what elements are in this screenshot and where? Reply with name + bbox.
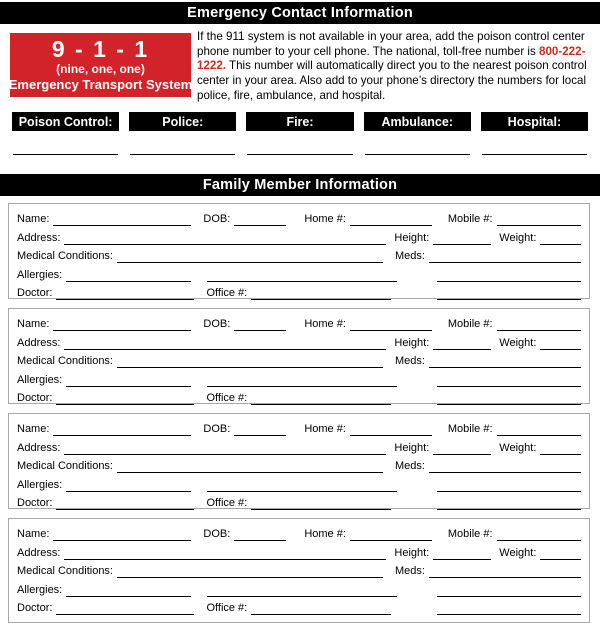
dob-label: DOB: xyxy=(203,318,231,331)
name-field-line[interactable] xyxy=(53,330,191,331)
weight-label: Weight: xyxy=(499,231,537,244)
medical-conditions-label: Medical Conditions: xyxy=(17,565,113,578)
911-number: 9 - 1 - 1 xyxy=(51,36,150,62)
mobile-phone-label: Mobile #: xyxy=(447,528,493,541)
medical-conditions-row xyxy=(17,455,581,473)
contact-label-fire: Fire: xyxy=(246,112,353,131)
allergies-field-line[interactable] xyxy=(66,386,191,387)
meds-continuation-line[interactable] xyxy=(437,491,581,492)
medical-conditions-row xyxy=(17,350,581,368)
name-row xyxy=(17,313,581,331)
medical-conditions-field-line[interactable] xyxy=(117,367,383,368)
address-field-line[interactable] xyxy=(64,349,386,350)
medical-conditions-field-line[interactable] xyxy=(117,577,383,578)
name-field-line[interactable] xyxy=(53,540,191,541)
medical-conditions-field-line[interactable] xyxy=(117,262,383,263)
doctor-field-line[interactable] xyxy=(56,404,194,405)
weight-label: Weight: xyxy=(499,546,537,559)
allergies-row xyxy=(17,578,581,596)
address-row xyxy=(17,436,581,454)
meds-label: Meds: xyxy=(395,565,425,578)
weight-field-line[interactable] xyxy=(540,349,581,350)
medical-conditions-row xyxy=(17,560,581,578)
name-field-line[interactable] xyxy=(53,435,191,436)
medical-conditions-label: Medical Conditions: xyxy=(17,460,113,473)
allergies-field-line[interactable] xyxy=(66,281,191,282)
office-phone-label: Office #: xyxy=(206,286,248,299)
address-row xyxy=(17,226,581,244)
allergies-label: Allergies: xyxy=(17,583,63,596)
home-phone-field-line[interactable] xyxy=(350,330,432,331)
address-row xyxy=(17,541,581,559)
home-phone-field-line[interactable] xyxy=(350,225,432,226)
meds-field-line[interactable] xyxy=(429,262,581,263)
allergies-continuation-line[interactable] xyxy=(207,281,397,282)
doctor-row xyxy=(17,282,581,300)
address-label: Address: xyxy=(17,546,61,559)
dob-field-line[interactable] xyxy=(234,225,286,226)
family-member-block xyxy=(8,413,590,509)
mobile-phone-field-line[interactable] xyxy=(497,330,581,331)
allergies-label: Allergies: xyxy=(17,268,63,281)
mobile-phone-field-line[interactable] xyxy=(497,225,581,226)
medical-conditions-row xyxy=(17,245,581,263)
name-label: Name: xyxy=(17,423,50,436)
doctor-label: Doctor: xyxy=(17,601,53,614)
meds-continuation-line[interactable] xyxy=(437,281,581,282)
height-field-line[interactable] xyxy=(433,244,491,245)
address-field-line[interactable] xyxy=(64,559,386,560)
family-section-title: Family Member Information xyxy=(202,177,398,193)
poison-control-phone-number: 800-222-1222. xyxy=(197,44,586,73)
allergies-continuation-line[interactable] xyxy=(207,491,397,492)
doctor-field-line[interactable] xyxy=(56,299,194,300)
emergency-contact-header-bar xyxy=(0,2,600,24)
allergies-row xyxy=(17,263,581,281)
family-member-header-bar xyxy=(0,174,600,196)
address-label: Address: xyxy=(17,231,61,244)
mobile-phone-label: Mobile #: xyxy=(447,423,493,436)
address-field-line[interactable] xyxy=(64,454,386,455)
family-member-block xyxy=(8,203,590,299)
meds-field-line[interactable] xyxy=(429,577,581,578)
office-phone-field-line[interactable] xyxy=(251,404,391,405)
name-field-line[interactable] xyxy=(53,225,191,226)
doctor-label: Doctor: xyxy=(17,496,53,509)
mobile-phone-field-line[interactable] xyxy=(497,435,581,436)
ambulance-number-line[interactable] xyxy=(365,143,470,155)
home-phone-field-line[interactable] xyxy=(350,435,432,436)
doctor-label: Doctor: xyxy=(17,286,53,299)
name-row xyxy=(17,523,581,541)
allergies-field-line[interactable] xyxy=(66,596,191,597)
home-phone-label: Home #: xyxy=(304,423,346,436)
meds-continuation-line-2[interactable] xyxy=(437,404,581,405)
meds-continuation-line-2[interactable] xyxy=(437,299,581,300)
family-members xyxy=(8,203,590,623)
doctor-row xyxy=(17,597,581,615)
weight-label: Weight: xyxy=(499,336,537,349)
height-label: Height: xyxy=(394,336,430,349)
allergies-label: Allergies: xyxy=(17,373,63,386)
allergies-continuation-line[interactable] xyxy=(207,596,397,597)
911-callout-box xyxy=(10,33,191,97)
name-label: Name: xyxy=(17,318,50,331)
weight-label: Weight: xyxy=(499,441,537,454)
home-phone-label: Home #: xyxy=(304,528,346,541)
dob-field-line[interactable] xyxy=(234,435,286,436)
contact-label-hospital: Hospital: xyxy=(481,112,588,131)
poison-control-instructions xyxy=(197,30,595,104)
mobile-phone-field-line[interactable] xyxy=(497,540,581,541)
family-member-block xyxy=(8,308,590,404)
doctor-field-line[interactable] xyxy=(56,509,194,510)
intro-text-after: This number will automatically direct you to the nearest poison control center in your area. Also add to your phone’s directory the numbers for local police, fire, ambulance, and hospital. xyxy=(197,59,587,102)
doctor-row xyxy=(17,387,581,405)
office-phone-field-line[interactable] xyxy=(251,509,391,510)
page-title: Emergency Contact Information xyxy=(187,5,413,21)
office-phone-label: Office #: xyxy=(206,601,248,614)
mobile-phone-label: Mobile #: xyxy=(447,318,493,331)
allergies-continuation-line[interactable] xyxy=(207,386,397,387)
poison-control-number-line[interactable] xyxy=(13,143,118,155)
name-label: Name: xyxy=(17,528,50,541)
home-phone-field-line[interactable] xyxy=(350,540,432,541)
height-field-line[interactable] xyxy=(433,349,491,350)
dob-label: DOB: xyxy=(203,528,231,541)
emergency-numbers-write-in-row xyxy=(12,143,588,155)
meds-continuation-line[interactable] xyxy=(437,386,581,387)
meds-label: Meds: xyxy=(395,460,425,473)
fire-number-line[interactable] xyxy=(247,143,352,155)
home-phone-label: Home #: xyxy=(304,318,346,331)
medical-conditions-field-line[interactable] xyxy=(117,472,383,473)
contact-label-poison-control: Poison Control: xyxy=(12,112,119,131)
home-phone-label: Home #: xyxy=(304,213,346,226)
dob-field-line[interactable] xyxy=(234,330,286,331)
mobile-phone-label: Mobile #: xyxy=(447,213,493,226)
meds-continuation-line-2[interactable] xyxy=(437,509,581,510)
meds-continuation-line-2[interactable] xyxy=(437,614,581,615)
doctor-label: Doctor: xyxy=(17,391,53,404)
weight-field-line[interactable] xyxy=(540,454,581,455)
allergies-row xyxy=(17,473,581,491)
contact-label-police: Police: xyxy=(129,112,236,131)
contact-label-ambulance: Ambulance: xyxy=(364,112,471,131)
address-row xyxy=(17,331,581,349)
dob-field-line[interactable] xyxy=(234,540,286,541)
emergency-numbers-label-row xyxy=(12,112,588,131)
meds-continuation-line[interactable] xyxy=(437,596,581,597)
meds-field-line[interactable] xyxy=(429,472,581,473)
police-number-line[interactable] xyxy=(130,143,235,155)
address-label: Address: xyxy=(17,441,61,454)
intro-text-before: If the 911 system is not available in your area, add the poison control center phone number to your cell phone. The national, toll-free number is xyxy=(197,30,585,58)
allergies-field-line[interactable] xyxy=(66,491,191,492)
hospital-number-line[interactable] xyxy=(482,143,587,155)
family-member-block xyxy=(8,518,590,623)
doctor-row xyxy=(17,492,581,510)
office-phone-field-line[interactable] xyxy=(251,299,391,300)
name-row xyxy=(17,418,581,436)
911-pronunciation: (nine, one, one) xyxy=(56,62,145,76)
doctor-field-line[interactable] xyxy=(56,614,194,615)
meds-field-line[interactable] xyxy=(429,367,581,368)
address-label: Address: xyxy=(17,336,61,349)
allergies-row xyxy=(17,368,581,386)
height-field-line[interactable] xyxy=(433,454,491,455)
address-field-line[interactable] xyxy=(64,244,386,245)
height-label: Height: xyxy=(394,546,430,559)
name-label: Name: xyxy=(17,213,50,226)
name-row xyxy=(17,208,581,226)
office-phone-field-line[interactable] xyxy=(251,614,391,615)
dob-label: DOB: xyxy=(203,213,231,226)
dob-label: DOB: xyxy=(203,423,231,436)
allergies-label: Allergies: xyxy=(17,478,63,491)
office-phone-label: Office #: xyxy=(206,391,248,404)
height-label: Height: xyxy=(394,441,430,454)
911-caption: Emergency Transport System xyxy=(8,77,193,92)
meds-label: Meds: xyxy=(395,250,425,263)
height-label: Height: xyxy=(394,231,430,244)
meds-label: Meds: xyxy=(395,355,425,368)
height-field-line[interactable] xyxy=(433,559,491,560)
medical-conditions-label: Medical Conditions: xyxy=(17,355,113,368)
medical-conditions-label: Medical Conditions: xyxy=(17,250,113,263)
office-phone-label: Office #: xyxy=(206,496,248,509)
weight-field-line[interactable] xyxy=(540,559,581,560)
weight-field-line[interactable] xyxy=(540,244,581,245)
